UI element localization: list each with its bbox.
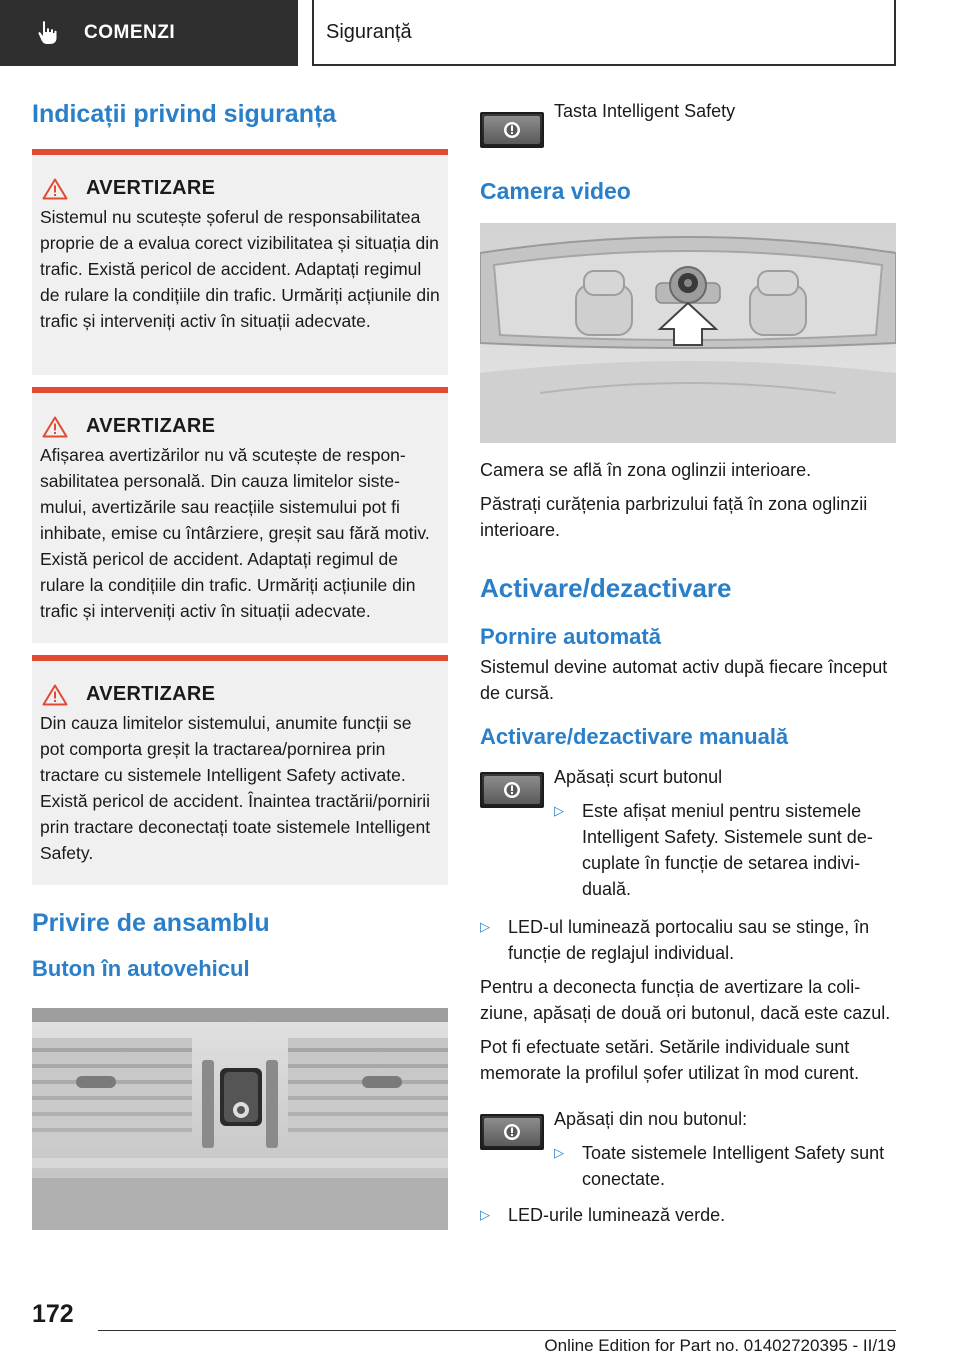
camera-clean-text: Păstrați curățenia parbrizului față în zona oglinzii interioare. [480,494,868,540]
left-column [32,100,448,1230]
chapter-title: COMENZI [84,22,176,43]
warning-triangle-icon [42,684,68,706]
triangle-bullet-icon: ▷ [480,919,490,934]
dashboard-button-photo [32,1008,448,1230]
warning-triangle-icon [42,416,68,438]
chapter-tab[interactable] [0,0,298,66]
triangle-bullet-icon: ▷ [554,1145,564,1160]
footer-edition: Online Edition for Part no. 01402720395 - II/19 [544,1336,896,1355]
safety-title: Indicații privind siguranța [32,100,337,128]
button-in-vehicle-title: Buton în autovehicul [32,956,250,981]
overview-title: Privire de ansamblu [32,909,270,937]
warning-triangle-icon [42,178,68,200]
list-item [554,798,896,902]
bullet-text: Este afișat meniul pentru sistemele Intelligent Safety. Sistemele sunt decuplate în funcție de setarea individuală. [582,801,873,899]
triangle-bullet-icon: ▷ [480,1207,490,1222]
bullet-text: LED-ul luminează portocaliu sau se stinge, în funcție de reglajul individual. [508,917,870,963]
warning-label: AVERTIZARE [86,683,216,705]
bullet-text: Toate sistemele Intelligent Safety sunt conectate. [582,1143,885,1189]
press-again-text: Apăsați din nou butonul: [554,1109,748,1129]
camera-location-text: Camera se află în zona oglinzii interioare. [480,460,812,480]
page-number: 172 [32,1300,74,1328]
deactivate-warning-text: Pentru a deconecta funcția de avertizare la coliziune, apăsați de două ori butonul, dacă este cazul. [480,977,891,1023]
warning-box-3 [32,655,448,885]
warning-text: Afișarea avertizărilor nu vă scutește de responsabilitatea personală. Din cauza limitelor sistemului, avertizările sau reacțiile sistemului pot fi inhibate, emise cu întârziere, greșit sau fără motiv. Există pericol de accident. Adaptați regimul de rulare la condițiile din trafic. Urmăriți acțiunile din trafic și interveniți activ în situații adecvate. [40,445,430,621]
warning-box-1 [32,149,448,375]
camera-title: Camera video [480,178,631,204]
settings-text: Pot fi efectuate setări. Setările individuale sunt memorate la profilul șofer utilizat în mod curent. [480,1037,860,1083]
activation-title: Activare/dezactivare [480,573,732,603]
press-short-text: Apăsați scurt butonul [554,767,723,787]
warning-text: Sistemul nu scutește șoferul de responsabilitatea proprie de a evalua corect vizibilitatea și situația din trafic. Există pericol de accident. Adaptați regimul de rulare la condițiile din trafic. Urmăriți acțiunile din trafic și interveniți activ în situații adecvate. [40,207,440,331]
button-caption-row [480,101,896,148]
section-title: Siguranță [326,20,412,43]
footer-divider [98,1330,896,1331]
press-short-row [480,764,896,902]
warning-box-2 [32,387,448,643]
warning-label: AVERTIZARE [86,177,216,199]
hand-pointer-icon [36,20,62,46]
button-caption: Tasta Intelligent Safety [554,101,736,121]
right-column [480,100,896,1228]
press-again-row [480,1106,896,1192]
bullet-text: LED-urile luminează verde. [508,1205,726,1225]
intelligent-safety-button-icon[interactable] [480,772,544,808]
warning-text: Din cauza limitelor sistemului, anumite funcții se pot comporta greșit la tractarea/pornirea prin tractare cu sistemele Intelligent Safety activate. Există pericol de accident. Înaintea tractării/pornirii prin tractare deconectați toate sistemele Intelligent Safety. [40,713,431,863]
list-item [480,914,896,966]
warning-label: AVERTIZARE [86,415,216,437]
triangle-bullet-icon: ▷ [554,803,564,818]
list-item [480,1202,896,1228]
auto-start-title: Pornire automată [480,624,661,649]
auto-start-text: Sistemul devine automat activ după fiecare început de cursă. [480,657,888,703]
manual-activation-title: Activare/dezactivare manuală [480,724,789,749]
intelligent-safety-button-icon[interactable] [480,112,544,148]
list-item [554,1140,896,1192]
windshield-camera-photo [480,223,896,443]
section-header [312,0,896,66]
intelligent-safety-button-icon[interactable] [480,1114,544,1150]
